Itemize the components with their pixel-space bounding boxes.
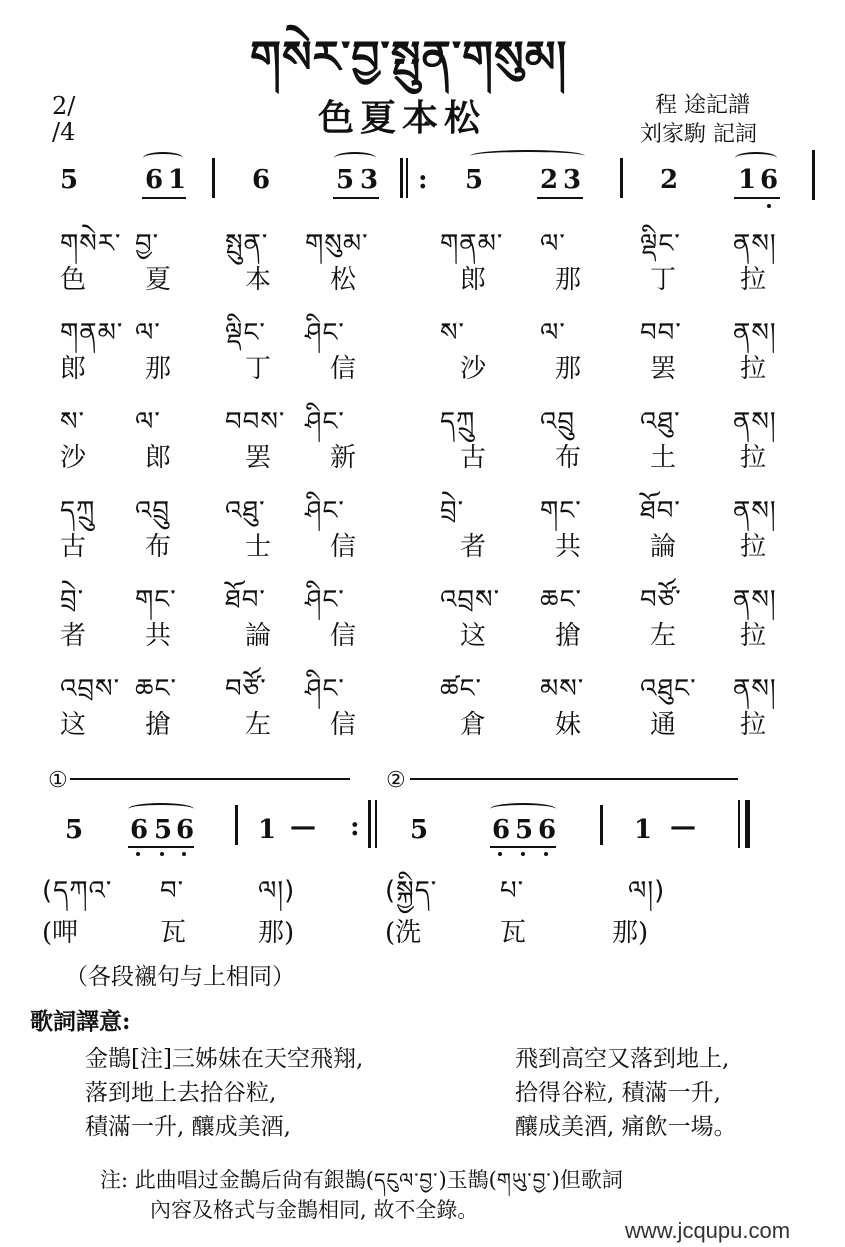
low-octave-dot	[136, 852, 140, 856]
credit-music: 程 途記譜	[655, 93, 750, 118]
repeat-sign: :	[418, 165, 428, 195]
verse-tibetan-syllable: ས་	[60, 407, 86, 437]
verse-chinese-syllable: 論	[650, 532, 677, 562]
repeat-barline	[400, 158, 403, 198]
final-barline-thin	[738, 800, 740, 848]
verse-tibetan-syllable: ལྡིང་	[225, 318, 266, 348]
ending1-tib-1: (དཀའ་	[42, 876, 113, 906]
note: 5	[515, 815, 534, 845]
verse-chinese-syllable: 拉	[740, 532, 767, 562]
verse-tibetan-syllable: ཚང་	[440, 674, 482, 704]
dash: —	[290, 812, 316, 842]
translation-line: 金鵲[注]三姊妹在天空飛翔,	[85, 1046, 364, 1072]
translation-line: 落到地上去拾谷粒,	[85, 1080, 277, 1106]
barline	[812, 150, 815, 200]
time-signature-top: 2/	[52, 92, 76, 120]
verse-chinese-syllable: 布	[555, 443, 582, 473]
barline	[600, 805, 603, 845]
verse-chinese-syllable: 搶	[555, 621, 582, 651]
verse-tibetan-syllable: བྲེ་	[60, 585, 85, 615]
verse-tibetan-syllable: ཐོབ་	[225, 585, 266, 615]
verse-tibetan-syllable: ལ་	[135, 407, 161, 437]
note-same-refrain: （各段襯句与上相同）	[65, 964, 295, 990]
note: 6	[492, 815, 511, 845]
verse-tibetan-syllable: ནས།	[733, 318, 777, 348]
verse-tibetan-syllable: བཙོ་	[225, 674, 267, 704]
verse-chinese-syllable: 夏	[145, 265, 172, 295]
verse-chinese-syllable: 那	[555, 265, 582, 295]
note: 2	[540, 165, 559, 195]
verse-tibetan-syllable: གང་	[135, 585, 177, 615]
verse-tibetan-syllable: བྱ་	[135, 229, 160, 259]
verse-tibetan-syllable: བབ་	[640, 318, 682, 348]
verse-chinese-syllable: 古	[460, 443, 487, 473]
verse-tibetan-syllable: ཤིང་	[305, 496, 345, 526]
note: 5	[465, 165, 484, 195]
verse-tibetan-syllable: འབྲས་	[440, 585, 501, 615]
verse-tibetan-syllable: ལྡིང་	[640, 229, 681, 259]
ending2-cn-2: 瓦	[500, 918, 527, 948]
verse-tibetan-syllable: གསེར་	[60, 229, 122, 259]
translation-line: 積滿一升, 釀成美酒,	[85, 1114, 291, 1140]
verse-chinese-syllable: 那	[555, 354, 582, 384]
slur	[470, 150, 585, 162]
verse-chinese-syllable: 論	[245, 621, 272, 651]
final-barline-thick	[745, 800, 750, 848]
note: 5	[410, 815, 429, 845]
verse-chinese-syllable: 罢	[650, 354, 677, 384]
ending2-tib-2: པ་	[500, 876, 525, 906]
low-octave-dot	[160, 852, 164, 856]
barline	[620, 158, 623, 198]
verse-chinese-syllable: 信	[330, 532, 357, 562]
verse-tibetan-syllable: གསུམ་	[305, 229, 369, 259]
verse-tibetan-syllable: ལ་	[540, 318, 566, 348]
verse-chinese-syllable: 妹	[555, 710, 582, 740]
verse-chinese-syllable: 者	[460, 532, 487, 562]
verse-chinese-syllable: 共	[555, 532, 582, 562]
verse-tibetan-syllable: སྤུན་	[225, 229, 269, 259]
low-octave-dot	[498, 852, 502, 856]
note: 5	[336, 165, 355, 195]
footnote-line-2: 內容及格式与金鵲相同, 故不全錄。	[150, 1198, 479, 1222]
ending1-tib-3: ལ།)	[258, 876, 296, 906]
beam	[128, 846, 194, 848]
translation-line: 拾得谷粒, 積滿一升,	[515, 1080, 721, 1106]
note: 2	[660, 165, 679, 195]
translation-line: 釀成美酒, 痛飲一場。	[515, 1114, 737, 1140]
verse-tibetan-syllable: ཤིང་	[305, 318, 345, 348]
verse-tibetan-syllable: ས་	[440, 318, 466, 348]
verse-chinese-syllable: 拉	[740, 443, 767, 473]
verse-tibetan-syllable: གནམ་	[60, 318, 124, 348]
verse-tibetan-syllable: བཙོ་	[640, 585, 682, 615]
credit-lyrics: 刘家駒 記詞	[640, 122, 757, 147]
slur	[143, 152, 183, 164]
verse-chinese-syllable: 左	[245, 710, 272, 740]
note: 6	[130, 815, 149, 845]
note: 1	[168, 165, 187, 195]
beam	[333, 197, 379, 199]
verse-tibetan-syllable: འབྲས་	[60, 674, 121, 704]
verse-tibetan-syllable: ནས།	[733, 585, 777, 615]
dash: —	[670, 812, 696, 842]
ending2-tib-1: (སྐྱིད་	[385, 876, 438, 906]
footnote-text: )但歌詞	[551, 1168, 623, 1192]
footnote-prefix: 注:	[100, 1168, 129, 1192]
verse-chinese-syllable: 这	[60, 710, 87, 740]
note: 5	[65, 815, 84, 845]
verse-chinese-syllable: 罢	[245, 443, 272, 473]
ending1-cn-3: 那)	[258, 918, 295, 948]
tibetan-title: གསེར་བྱ་སྤུན་གསུམ།	[250, 32, 568, 83]
verse-chinese-syllable: 信	[330, 710, 357, 740]
verse-tibetan-syllable: ནས།	[733, 229, 777, 259]
time-signature-bottom: /4	[52, 118, 76, 146]
beam	[490, 846, 556, 848]
verse-chinese-syllable: 丁	[650, 265, 677, 295]
repeat-barline	[368, 800, 371, 848]
verse-chinese-syllable: 丁	[245, 354, 272, 384]
verse-tibetan-syllable: ལ་	[540, 229, 566, 259]
verse-chinese-syllable: 通	[650, 710, 677, 740]
note: 5	[154, 815, 173, 845]
verse-chinese-syllable: 士	[245, 532, 272, 562]
note: 6	[252, 165, 271, 195]
verse-tibetan-syllable: གནམ་	[440, 229, 504, 259]
verse-chinese-syllable: 那	[145, 354, 172, 384]
verse-tibetan-syllable: དཀྲུ	[60, 496, 96, 526]
verse-chinese-syllable: 布	[145, 532, 172, 562]
verse-tibetan-syllable: བབས་	[225, 407, 286, 437]
barline	[235, 805, 238, 845]
verse-chinese-syllable: 这	[460, 621, 487, 651]
verse-tibetan-syllable: ཆང་	[135, 674, 177, 704]
verse-chinese-syllable: 左	[650, 621, 677, 651]
song-title: 色夏本松	[318, 97, 487, 139]
verse-chinese-syllable: 松	[330, 265, 357, 295]
repeat-barline-thin	[375, 800, 377, 848]
slur	[490, 803, 556, 815]
verse-chinese-syllable: 者	[60, 621, 87, 651]
footnote-text: 此曲唱过金鵲后尙有銀鵲(	[134, 1168, 374, 1192]
verse-tibetan-syllable: དཀྲུ	[440, 407, 476, 437]
ending1-tib-2: བ་	[160, 876, 185, 906]
verse-tibetan-syllable: འབྲུ	[540, 407, 576, 437]
slur	[128, 803, 194, 815]
footnote-tibetan: གཡུ་བྱ་	[496, 1168, 552, 1192]
note: 6	[145, 165, 164, 195]
footnote-text: )玉鵲(	[438, 1168, 497, 1192]
verse-chinese-syllable: 古	[60, 532, 87, 562]
verse-chinese-syllable: 共	[145, 621, 172, 651]
low-octave-dot	[182, 852, 186, 856]
verse-tibetan-syllable: འབྲུ	[135, 496, 171, 526]
note: 1	[738, 165, 757, 195]
verse-chinese-syllable: 拉	[740, 265, 767, 295]
low-octave-dot	[521, 852, 525, 856]
ending1-cn-1: (呷	[42, 918, 79, 948]
verse-chinese-syllable: 信	[330, 354, 357, 384]
verse-tibetan-syllable: གང་	[540, 496, 582, 526]
verse-tibetan-syllable: ཐོབ་	[640, 496, 681, 526]
verse-tibetan-syllable: ཤིང་	[305, 585, 345, 615]
verse-chinese-syllable: 郎	[460, 265, 487, 295]
verse-chinese-syllable: 新	[330, 443, 357, 473]
verse-tibetan-syllable: འཐུང་	[640, 674, 697, 704]
verse-tibetan-syllable: འཐུ་	[640, 407, 681, 437]
verse-tibetan-syllable: བྲེ་	[440, 496, 465, 526]
verse-tibetan-syllable: ཤིང་	[305, 407, 345, 437]
verse-chinese-syllable: 拉	[740, 621, 767, 651]
verse-tibetan-syllable: འཐུ་	[225, 496, 266, 526]
ending2-tib-3: ལ།)	[628, 876, 666, 906]
verse-tibetan-syllable: ནས།	[733, 407, 777, 437]
verse-chinese-syllable: 色	[60, 265, 87, 295]
verse-tibetan-syllable: ཤིང་	[305, 674, 345, 704]
verse-chinese-syllable: 土	[650, 443, 677, 473]
verse-chinese-syllable: 拉	[740, 710, 767, 740]
repeat-barline-thin	[406, 158, 408, 198]
translation-line: 飛到高空又落到地上,	[515, 1046, 730, 1072]
verse-tibetan-syllable: ནས།	[733, 496, 777, 526]
ending2-cn-3: 那)	[612, 918, 649, 948]
verse-chinese-syllable: 本	[245, 265, 272, 295]
verse-chinese-syllable: 沙	[460, 354, 487, 384]
verse-tibetan-syllable: ཆང་	[540, 585, 582, 615]
note: 6	[760, 165, 779, 195]
ending2-cn-1: (洗	[385, 918, 422, 948]
note: 6	[538, 815, 557, 845]
verse-chinese-syllable: 郎	[145, 443, 172, 473]
first-ending-mark: ①	[48, 768, 68, 793]
verse-chinese-syllable: 倉	[460, 710, 487, 740]
ending1-cn-2: 瓦	[160, 918, 187, 948]
slur	[735, 152, 777, 164]
verse-tibetan-syllable: མས་	[540, 674, 585, 704]
verse-chinese-syllable: 拉	[740, 354, 767, 384]
note: 6	[176, 815, 195, 845]
note: 3	[563, 165, 582, 195]
verse-chinese-syllable: 郎	[60, 354, 87, 384]
footnote-tibetan: དངུལ་བྱ་	[373, 1168, 439, 1192]
watermark: www.jcqupu.com	[625, 1218, 791, 1243]
first-ending-bracket	[70, 778, 350, 780]
low-octave-dot	[544, 852, 548, 856]
translation-heading: 歌詞譯意:	[30, 1008, 131, 1035]
note: 5	[60, 165, 79, 195]
note: 3	[360, 165, 379, 195]
verse-tibetan-syllable: ལ་	[135, 318, 161, 348]
verse-tibetan-syllable: ནས།	[733, 674, 777, 704]
verse-chinese-syllable: 信	[330, 621, 357, 651]
repeat-sign: :	[350, 812, 360, 842]
barline	[212, 158, 215, 198]
slur	[334, 152, 376, 164]
note: 1	[258, 815, 277, 845]
verse-chinese-syllable: 搶	[145, 710, 172, 740]
second-ending-bracket	[410, 778, 738, 780]
second-ending-mark: ②	[386, 768, 406, 793]
verse-chinese-syllable: 沙	[60, 443, 87, 473]
beam	[734, 197, 780, 199]
note: 1	[634, 815, 653, 845]
beam	[537, 197, 583, 199]
low-octave-dot	[767, 204, 771, 208]
beam	[142, 197, 186, 199]
